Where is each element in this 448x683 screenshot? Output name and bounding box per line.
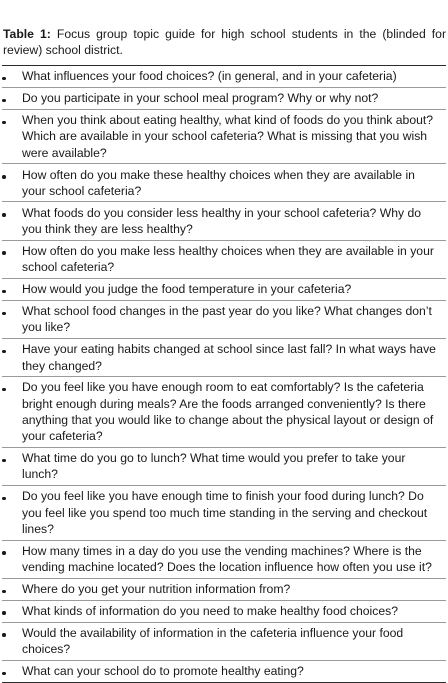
question-text: Would the availability of information in the cafeteria influence your food choices? [22,622,446,660]
question-text: Where do you get your nutrition information from? [22,578,446,600]
bullet-cell [2,447,22,485]
question-text: What can your school do to promote healthy eating? [22,664,304,678]
bullet-icon [2,611,6,615]
bullet-icon [2,388,6,392]
bullet-cell [2,600,22,622]
bullet-cell [2,87,22,109]
bullet-icon [2,175,6,179]
question-text: Do you feel like you have enough time to finish your food during lunch? Do you feel like you spend too much time standing in the serving and checkout lines? [22,486,446,540]
question-text: What foods do you consider less healthy in your school cafeteria? Why do you think they are less healthy? [22,202,446,240]
question-text: Have your eating habits changed at school since last fall? In what ways have they changed? [22,338,446,376]
question-text: Do you feel like you have enough room to eat comfortably? Is the cafeteria bright enough during meals? Are the foods arranged conveniently? Is there anything that you would like to change about the physical layout or design of your cafeteria? [22,377,446,448]
table-row [2,660,446,682]
table-row [2,578,446,600]
table-row [2,338,446,376]
question-text: How many times in a day do you use the vending machines? Where is the vending machine located? Does the location influence how often you use it? [22,540,446,578]
table-row [2,109,446,163]
bullet-icon [2,99,6,103]
bullet-icon [2,77,6,81]
bullet-cell [2,338,22,376]
table-row [2,240,446,278]
bullet-cell [2,486,22,540]
caption-label: Table 1: [3,27,51,41]
caption-text: Focus group topic guide for high school students in the (blinded for review) school district. [3,27,446,57]
table-row [2,377,446,448]
table-row [2,278,446,300]
bullet-icon [2,633,6,637]
question-text: What time do you go to lunch? What time would you prefer to take your lunch? [22,447,446,485]
topic-guide-body [2,66,446,683]
table-row [2,87,446,109]
bullet-icon [2,312,6,316]
question-text: How often do you make these healthy choices when they are available in your school cafeteria? [22,164,446,202]
topic-guide-table [2,65,446,683]
bullet-icon [2,290,6,294]
question-text: What school food changes in the past year do you like? What changes don’t you like? [22,300,446,338]
table-row [2,486,446,540]
question-text: What kinds of information do you need to make healthy food choices? [22,600,446,622]
bullet-icon [2,251,6,255]
bullet-icon [2,121,6,125]
bullet-cell [2,164,22,202]
bullet-icon [2,497,6,501]
question-text: How would you judge the food temperature in your cafeteria? [22,278,446,300]
bullet-icon [2,672,6,676]
bullet-cell [2,377,22,448]
question-text: When you think about eating healthy, what kind of foods do you think about? Which are available in your school cafeteria? What is missing that you wish were available? [22,109,446,163]
bullet-cell [2,109,22,163]
question-text: How often do you make less healthy choices when they are available in your school cafeteria? [22,240,446,278]
table-row [2,202,446,240]
table-row [2,540,446,578]
bullet-cell [2,240,22,278]
table-row [2,447,446,485]
bullet-cell [2,300,22,338]
question-text: Do you participate in your school meal program? Why or why not? [22,87,446,109]
table-row [2,600,446,622]
table-row [2,164,446,202]
bullet-cell [2,660,22,682]
bullet-icon [2,459,6,463]
question-text: What influences your food choices? (in general, and in your cafeteria) [22,66,446,88]
table-row [2,300,446,338]
bullet-cell [2,278,22,300]
bullet-cell [2,202,22,240]
table-caption [3,26,446,58]
bullet-cell [2,66,22,88]
bullet-icon [2,551,6,555]
bullet-cell [2,578,22,600]
bullet-icon [2,590,6,594]
bullet-cell [2,540,22,578]
bullet-icon [2,350,6,354]
bullet-cell [2,622,22,660]
table-row [2,622,446,660]
bullet-icon [2,213,6,217]
table-row [2,66,446,88]
